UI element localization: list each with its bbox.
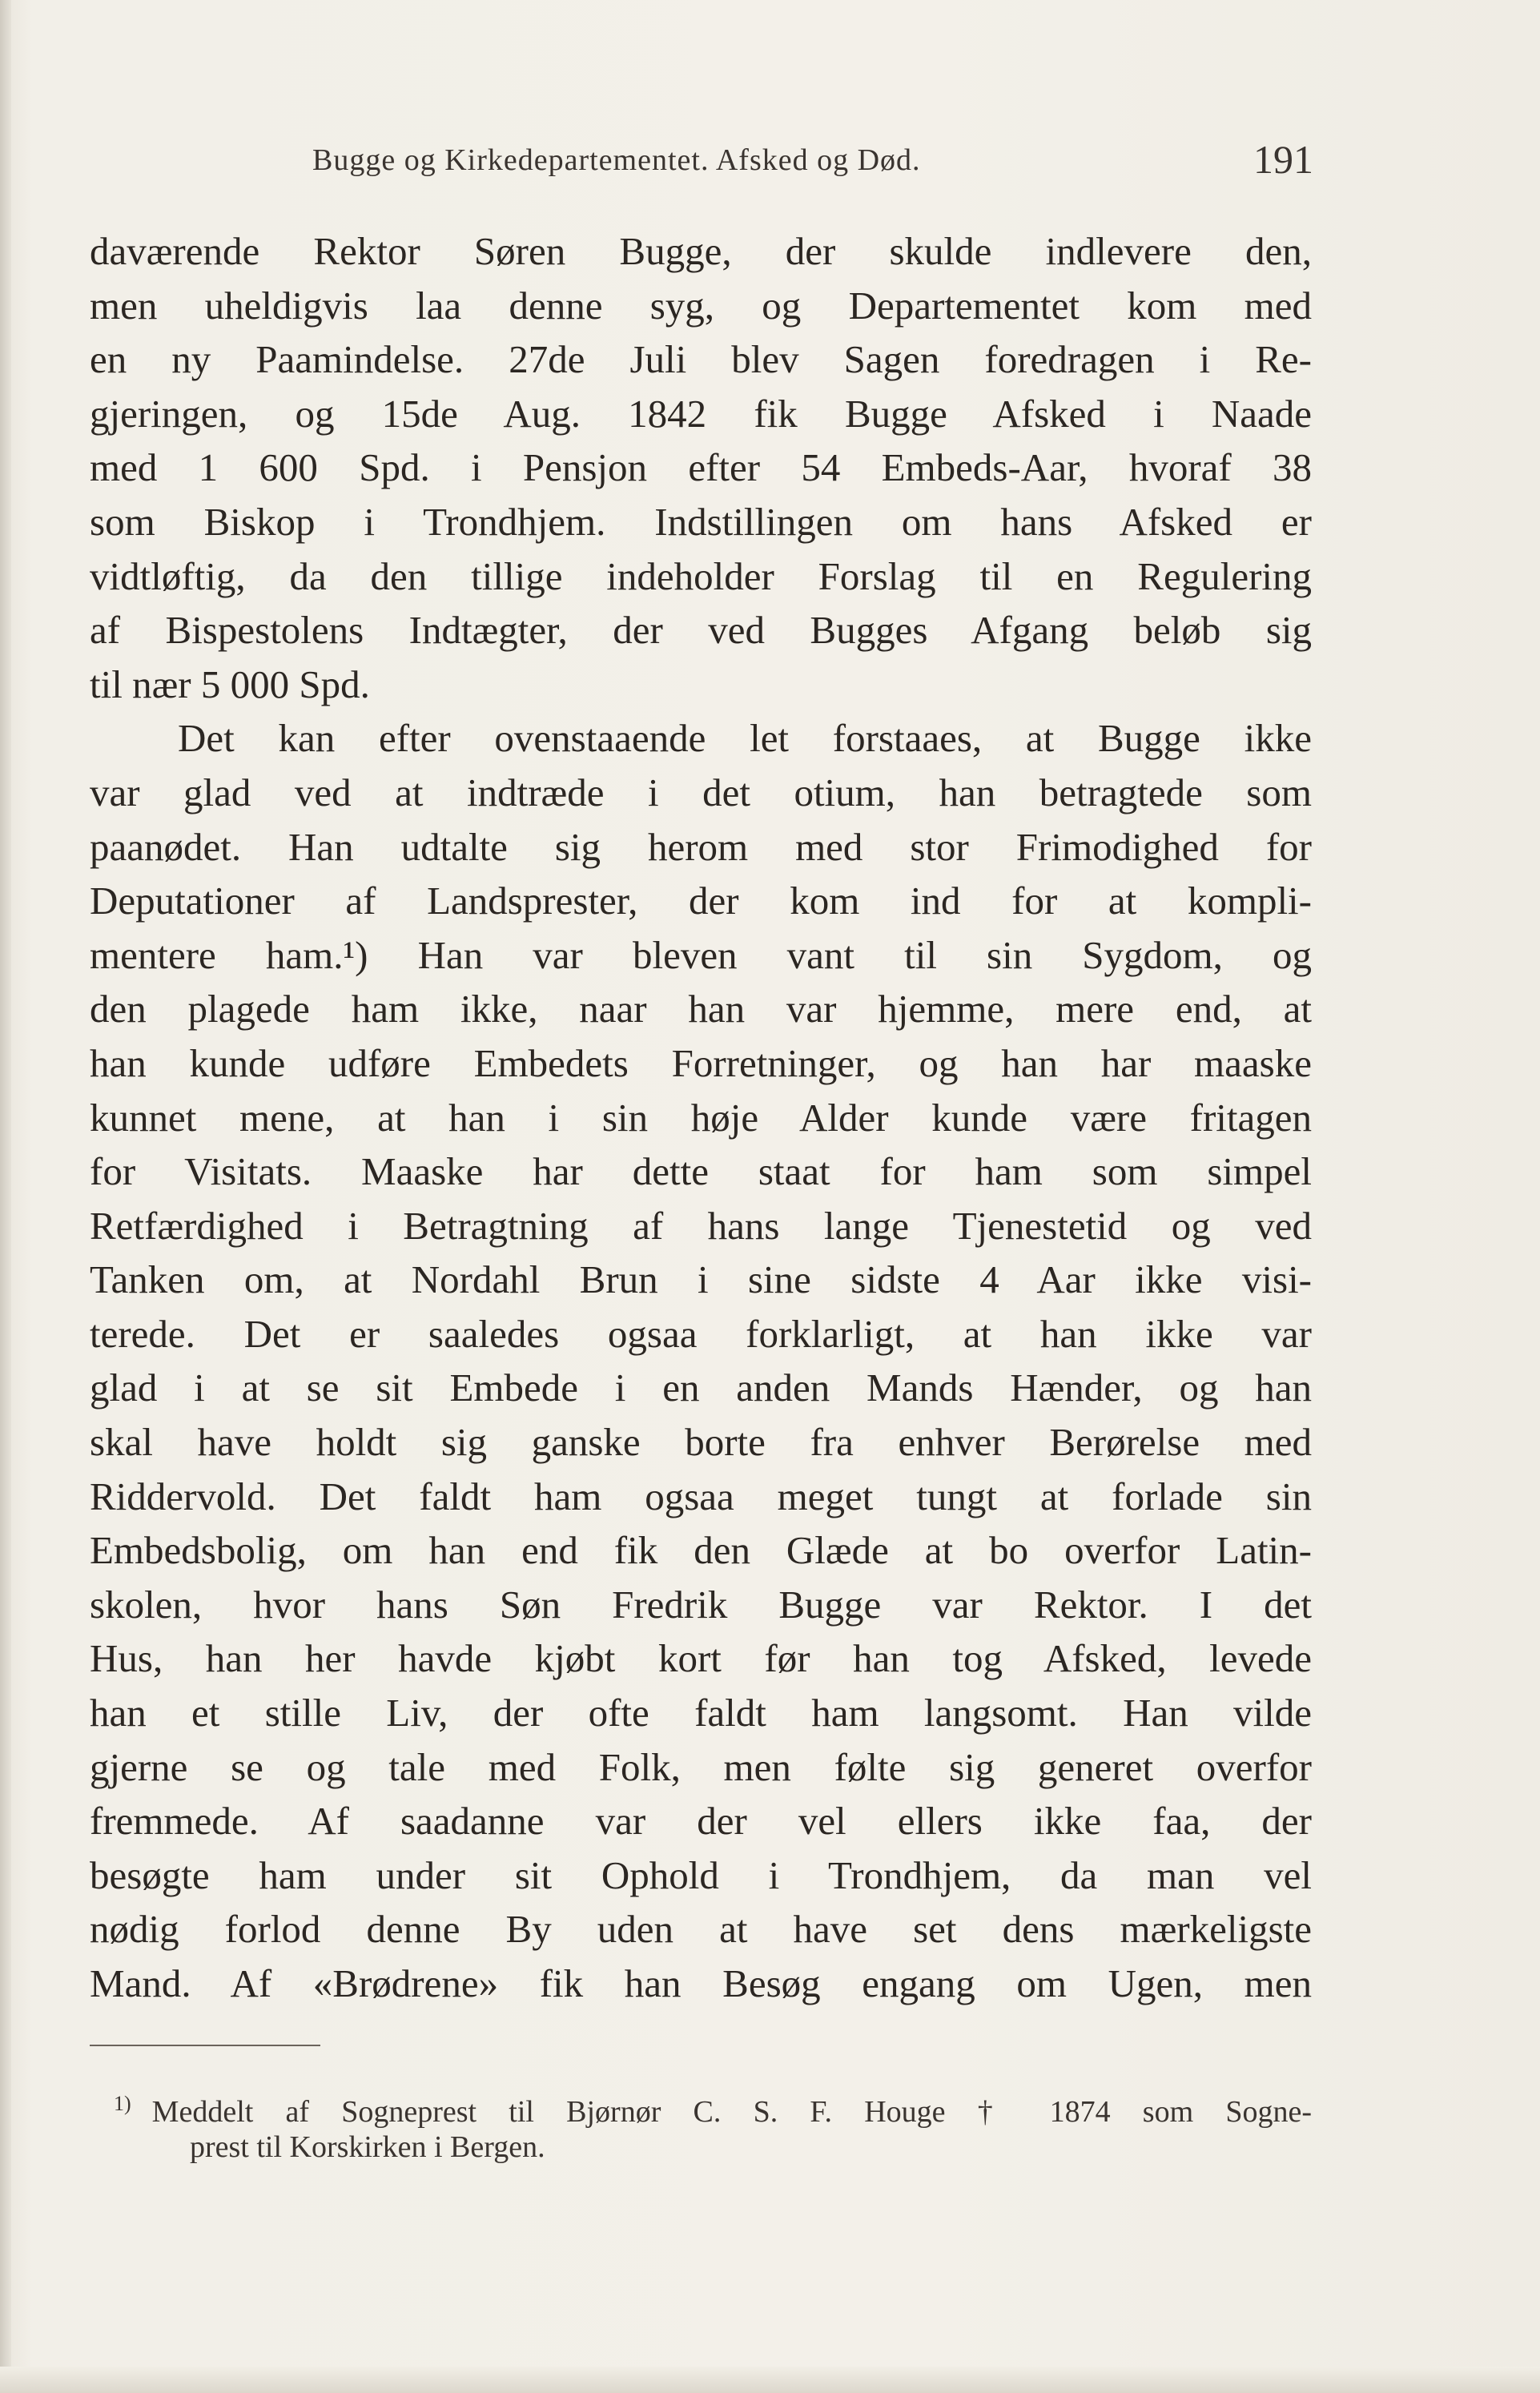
page-gutter-edge bbox=[0, 0, 11, 2393]
text-line: terede. Det er saaledes ogsaa forklarligt, at han ikke var bbox=[90, 1311, 1312, 1356]
text-line: han et stille Liv, der ofte faldt ham langsomt. Han vilde bbox=[90, 1691, 1312, 1735]
text-line: fremmede. Af saadanne var der vel ellers ikke faa, der bbox=[90, 1799, 1312, 1844]
text-line: Retfærdighed i Betragtning af hans lange Tjenestetid og ved bbox=[90, 1203, 1312, 1248]
text-line: paanødet. Han udtalte sig herom med stor Frimodighed for bbox=[90, 824, 1312, 869]
text-line: kunnet mene, at han i sin høje Alder kunde være fritagen bbox=[90, 1095, 1312, 1140]
footnote-rule bbox=[90, 2045, 320, 2046]
text-line: den plagede ham ikke, naar han var hjemme, mere end, at bbox=[90, 987, 1312, 1032]
text-line: Hus, han her havde kjøbt kort før han tog Afsked, levede bbox=[90, 1636, 1312, 1681]
running-title: Bugge og Kirkedepartementet. Afsked og Død. bbox=[312, 143, 921, 177]
text-line: skal have holdt sig ganske borte fra enhver Berørelse med bbox=[90, 1420, 1312, 1465]
text-line: mentere ham.¹) Han var bleven vant til sin Sygdom, og bbox=[90, 932, 1312, 977]
page-number: 191 bbox=[1253, 137, 1313, 182]
running-head bbox=[312, 136, 1313, 192]
text-line: han kunde udføre Embedets Forretninger, og han har maaske bbox=[90, 1040, 1312, 1085]
footnote-mark: 1) bbox=[114, 2092, 131, 2115]
text-line: som Biskop i Trondhjem. Indstillingen om hans Afsked er bbox=[90, 499, 1312, 544]
text-line: gjerne se og tale med Folk, men følte sig generet overfor bbox=[90, 1744, 1312, 1789]
footnote-text-continued: prest til Korskirken i Bergen. bbox=[190, 2130, 545, 2164]
text-line: for Visitats. Maaske har dette staat for ham som simpel bbox=[90, 1149, 1312, 1194]
text-line: var glad ved at indtræde i det otium, han betragtede som bbox=[90, 770, 1312, 814]
text-line: vidtløftig, da den tillige indeholder Forslag til en Regulering bbox=[90, 553, 1312, 598]
footnote bbox=[90, 2082, 1312, 2169]
text-line: glad i at se sit Embede i en anden Mands Hænder, og han bbox=[90, 1365, 1312, 1410]
footnote-line-first bbox=[90, 2082, 1312, 2129]
text-line: en ny Paamindelse. 27de Juli blev Sagen foredragen i Re- bbox=[90, 337, 1312, 382]
text-line: daværende Rektor Søren Bugge, der skulde indlevere den, bbox=[90, 229, 1312, 273]
text-line: Deputationer af Landsprester, der kom ind for at kompli- bbox=[90, 879, 1312, 923]
text-line: Tanken om, at Nordahl Brun i sine sidste 4 Aar ikke visi- bbox=[90, 1257, 1312, 1302]
text-line: men uheldigvis laa denne syg, og Departementet kom med bbox=[90, 283, 1312, 328]
text-line: gjeringen, og 15de Aug. 1842 fik Bugge Afsked i Naade bbox=[90, 391, 1312, 436]
text-line: Embedsbolig, om han end fik den Glæde at bo overfor Latin- bbox=[90, 1528, 1312, 1573]
text-line: Riddervold. Det faldt ham ogsaa meget tungt at forlade sin bbox=[90, 1474, 1312, 1518]
paragraph-end-line: til nær 5 000 Spd. bbox=[90, 662, 370, 706]
text-line: nødig forlod denne By uden at have set dens mærkeligste bbox=[90, 1907, 1312, 1952]
paragraph-start-line: Det kan efter ovenstaaende let forstaaes, at Bugge ikke bbox=[178, 716, 1312, 761]
text-line: skolen, hvor hans Søn Fredrik Bugge var Rektor. I det bbox=[90, 1582, 1312, 1627]
body-text bbox=[90, 224, 1312, 2011]
text-line: Mand. Af «Brødrene» fik han Besøg engang om Ugen, men bbox=[90, 1961, 1312, 2005]
text-line: med 1 600 Spd. i Pensjon efter 54 Embeds-Aar, hvoraf 38 bbox=[90, 445, 1312, 490]
footnote-text: Meddelt af Sogneprest til Bjørnør C. S. F. Houge † 1874 som Sogne- bbox=[151, 2095, 1312, 2129]
text-line: besøgte ham under sit Ophold i Trondhjem, da man vel bbox=[90, 1852, 1312, 1897]
page-bottom-edge bbox=[0, 2367, 1540, 2393]
text-line: af Bispestolens Indtægter, der ved Bugges Afgang beløb sig bbox=[90, 608, 1312, 653]
